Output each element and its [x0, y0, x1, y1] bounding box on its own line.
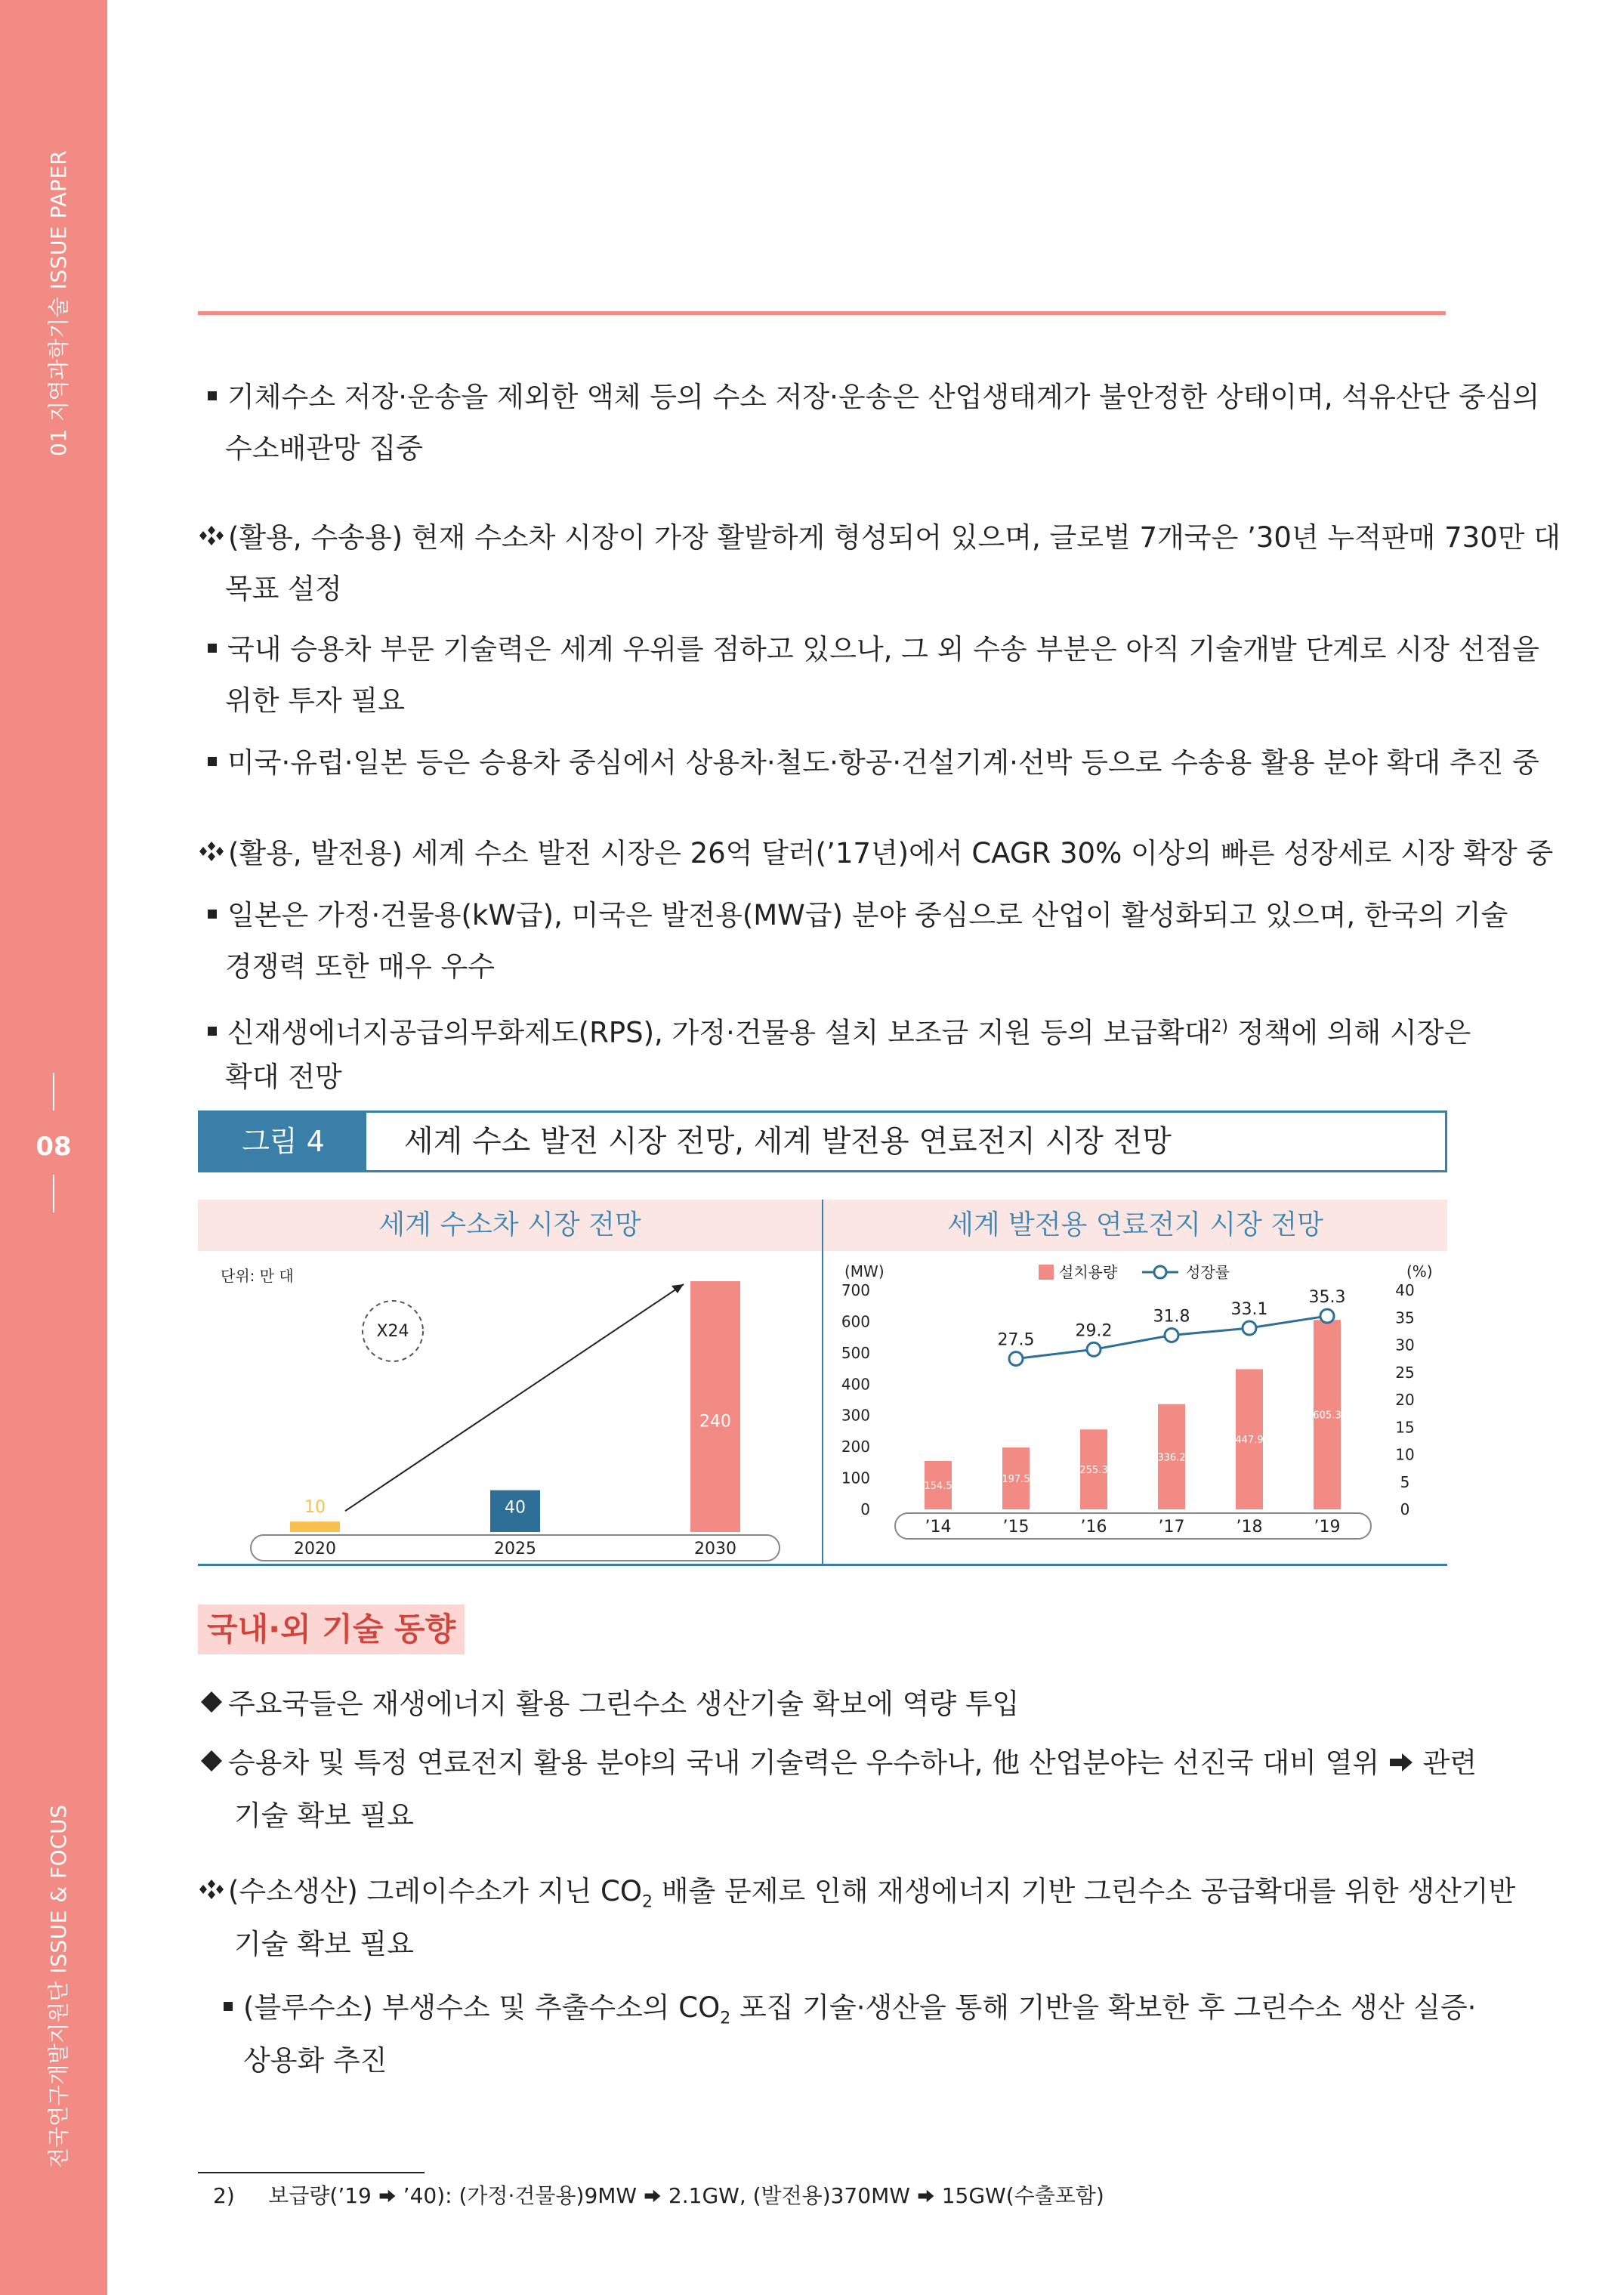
cluster-bullet-line — [198, 520, 1561, 556]
paragraph-text: 일본은 가정·건물용(kW급), 미국은 발전용(MW급) 분야 중심으로 산업이 활성화되고 있으며, 한국의 기술 — [227, 899, 1508, 931]
cluster-diamond-icon — [198, 1873, 225, 1910]
growth-rate-label: 35.3 — [1308, 1288, 1346, 1308]
y2-tick-label: 5 — [1400, 1472, 1410, 1491]
growth-rate-label: 31.8 — [1153, 1307, 1190, 1327]
cluster-diamond-icon — [198, 836, 225, 872]
growth-rate-point — [1243, 1321, 1256, 1335]
page-number-divider-bottom — [53, 1175, 54, 1212]
paragraph-text: 주요국들은 재생에너지 활용 그린수소 생산기술 확보에 역량 투입 — [228, 1688, 1020, 1720]
y2-tick-label: 40 — [1395, 1281, 1415, 1299]
paragraph-continuation: 경쟁력 또한 매우 우수 — [225, 950, 495, 983]
header-rule — [198, 311, 1446, 315]
bullet-line — [208, 897, 1508, 934]
paragraph-text: 신재생에너지공급의무화제도(RPS), 가정·건물용 설치 보조금 지원 등의 보급확대 — [227, 1016, 1212, 1049]
paragraph-text: 관련 — [1422, 1747, 1477, 1779]
subscript: 2 — [642, 1892, 653, 1912]
footnote-rule — [198, 2172, 425, 2173]
bar-data-label: 154.5 — [924, 1480, 952, 1492]
growth-rate-point — [1009, 1352, 1023, 1366]
hydrogen-car-chart — [198, 1251, 822, 1564]
bullet-line — [224, 1990, 1477, 2037]
unit-label: 단위: 만 대 — [221, 1267, 294, 1285]
paragraph-continuation: 수소배관망 집중 — [225, 432, 423, 465]
y-tick-label: 500 — [841, 1343, 870, 1362]
y-tick-label: 400 — [841, 1375, 870, 1394]
square-bullet-icon — [224, 2002, 233, 2011]
figure-label: 그림 4 — [200, 1113, 366, 1170]
y2-tick-label: 15 — [1395, 1418, 1415, 1437]
y2-tick-label: 35 — [1395, 1308, 1415, 1327]
left-chart-title: 세계 수소차 시장 전망 — [198, 1200, 822, 1251]
y-tick-label: 0 — [860, 1500, 870, 1518]
legend-label-line: 성장률 — [1186, 1263, 1230, 1281]
x-tick-label: 2020 — [294, 1540, 336, 1558]
paragraph-text: 미국·유럽·일본 등은 승용차 중심에서 상용차·철도·항공·건설기계·선박 등으로 수송용 활용 분야 확대 추진 중 — [227, 746, 1539, 779]
bar-data-label: 336.2 — [1157, 1452, 1186, 1464]
right-chart-title: 세계 발전용 연료전지 시장 전망 — [823, 1200, 1447, 1251]
bar-2030 — [690, 1281, 740, 1532]
y-tick-label: 700 — [841, 1281, 870, 1299]
sidebar — [0, 0, 107, 2295]
x-tick-label: 2025 — [494, 1540, 536, 1558]
x-tick-label: ’14 — [925, 1518, 952, 1537]
paragraph-text: (활용, 발전용) 세계 수소 발전 시장은 26억 달러(’17년)에서 CAGR 30% 이상의 빠른 성장세로 시장 확장 중 — [228, 837, 1554, 870]
footnote-text: ’40): (가정·건물용)9MW — [396, 2183, 644, 2208]
right-arrow-icon — [378, 2183, 397, 2208]
square-bullet-icon — [208, 757, 217, 766]
paragraph-continuation: 위한 투자 필요 — [225, 684, 405, 717]
x-tick-label: ’18 — [1236, 1518, 1263, 1537]
growth-arrow-line — [345, 1284, 684, 1511]
growth-rate-label: 29.2 — [1075, 1321, 1113, 1341]
section-title: 국내·외 기술 동향 — [198, 1605, 465, 1654]
x-tick-label: ’16 — [1080, 1518, 1107, 1537]
figure-title: 세계 수소 발전 시장 전망, 세계 발전용 연료전지 시장 전망 — [404, 1124, 1172, 1159]
footnote-text: 보급량(’19 — [268, 2183, 378, 2208]
sidebar-bottom-text: 전국연구개발지원단 ISSUE & FOCUS — [46, 1804, 71, 2168]
square-bullet-icon — [208, 391, 217, 400]
bullet-line — [208, 379, 1540, 415]
x-tick-label: ’17 — [1158, 1518, 1185, 1537]
y2-axis-unit: (%) — [1406, 1262, 1433, 1280]
page-number-divider-top — [53, 1073, 54, 1110]
paragraph-text: (블루수소) 부생수소 및 추출수소의 CO — [243, 1991, 721, 2024]
square-bullet-icon — [208, 644, 217, 653]
figure-header — [198, 1110, 1447, 1172]
footnote — [213, 2182, 1104, 2210]
y-tick-label: 600 — [841, 1312, 870, 1331]
x-tick-label: ’19 — [1314, 1518, 1341, 1537]
paragraph-text: 기체수소 저장·운송을 제외한 액체 등의 수소 저장·운송은 산업생태계가 불안정한 상태이며, 석유산단 중심의 — [227, 381, 1540, 413]
x-tick-label: ’15 — [1002, 1518, 1030, 1537]
x-axis-band — [895, 1513, 1371, 1539]
paragraph-continuation: 기술 확보 필요 — [234, 1799, 414, 1832]
bar-data-label: 255.3 — [1079, 1465, 1108, 1477]
bullet-line — [208, 632, 1539, 668]
y-tick-label: 200 — [841, 1438, 870, 1456]
paragraph-continuation: 상용화 추진 — [243, 2044, 387, 2077]
cluster-diamond-icon — [198, 520, 225, 556]
footnote-number: 2) — [213, 2183, 235, 2208]
diamond-bullet-line — [198, 1745, 1477, 1781]
legend-label-bars: 설치용량 — [1059, 1263, 1118, 1281]
paragraph-continuation: 기술 확보 필요 — [234, 1928, 414, 1960]
footnote-text: 15GW(수출포함) — [934, 2183, 1104, 2208]
paragraph-text: 배출 문제로 인해 재생에너지 기반 그린수소 공급확대를 위한 생산기반 — [653, 1875, 1516, 1907]
paragraph-text: 포집 기술·생산을 통해 기반을 확보한 후 그린수소 생산 실증· — [730, 1991, 1477, 2024]
legend-swatch-bars — [1039, 1265, 1054, 1280]
sidebar-top-text: 01 지역과학기술 ISSUE PAPER — [46, 150, 71, 456]
y2-tick-label: 20 — [1395, 1391, 1415, 1409]
right-arrow-icon — [917, 2183, 935, 2208]
y2-tick-label: 10 — [1395, 1445, 1415, 1464]
paragraph-text: 국내 승용차 부문 기술력은 세계 우위를 점하고 있으나, 그 외 수송 부분은 아직 기술개발 단계로 시장 선점을 — [227, 633, 1539, 666]
growth-rate-point — [1320, 1309, 1334, 1323]
y2-tick-label: 0 — [1400, 1500, 1410, 1518]
fuel-cell-chart — [823, 1251, 1447, 1564]
diamond-icon — [198, 1686, 225, 1722]
bar-data-label: 605.3 — [1313, 1410, 1341, 1422]
y-tick-label: 100 — [841, 1469, 870, 1487]
bar-data-label: 447.9 — [1235, 1435, 1264, 1447]
subscript: 2 — [720, 2009, 731, 2028]
figure-charts — [198, 1200, 1447, 1566]
y-axis-unit: (MW) — [844, 1262, 885, 1280]
growth-rate-point — [1087, 1342, 1101, 1356]
growth-rate-label: 33.1 — [1230, 1300, 1268, 1320]
paragraph-text: 정책에 의해 시장은 — [1228, 1016, 1471, 1049]
bullet-line — [208, 745, 1539, 781]
diamond-icon — [198, 1745, 225, 1781]
y-tick-label: 300 — [841, 1406, 870, 1425]
bar-data-label: 197.5 — [1002, 1474, 1030, 1486]
paragraph-text: (활용, 수송용) 현재 수소차 시장이 가장 활발하게 형성되어 있으며, 글로벌 7개국은 ’30년 누적판매 730만 대 — [228, 521, 1561, 554]
cluster-bullet-line — [198, 836, 1554, 872]
paragraph-text: 승용차 및 특정 연료전지 활용 분야의 국내 기술력은 우수하나, 他 산업분야는 선진국 대비 열위 — [228, 1747, 1380, 1779]
y2-tick-label: 25 — [1395, 1363, 1415, 1382]
footnote-text: 2.1GW, (발전용)370MW — [662, 2183, 917, 2208]
data-label: 40 — [505, 1498, 526, 1518]
growth-rate-label: 27.5 — [997, 1330, 1035, 1350]
cluster-bullet-line — [198, 1873, 1516, 1920]
page-number: 08 — [36, 1132, 72, 1162]
footnote-ref: 2) — [1211, 1018, 1229, 1036]
x-tick-label: 2030 — [694, 1540, 736, 1558]
bullet-line — [208, 1009, 1471, 1051]
bar-2020 — [290, 1521, 340, 1532]
right-arrow-icon — [1388, 1747, 1414, 1779]
growth-rate-point — [1165, 1328, 1178, 1342]
paragraph-continuation: 확대 전망 — [225, 1061, 342, 1093]
square-bullet-icon — [208, 910, 217, 919]
paragraph-text: (수소생산) 그레이수소가 지닌 CO — [228, 1875, 643, 1907]
annotation-label: X24 — [376, 1322, 409, 1341]
diamond-bullet-line — [198, 1686, 1452, 1722]
right-arrow-icon — [644, 2183, 662, 2208]
y2-tick-label: 30 — [1395, 1336, 1415, 1354]
data-label: 240 — [699, 1412, 731, 1432]
square-bullet-icon — [208, 1027, 217, 1036]
paragraph-continuation: 목표 설정 — [225, 573, 342, 605]
legend-marker-line — [1154, 1266, 1166, 1278]
data-label: 10 — [304, 1498, 326, 1518]
